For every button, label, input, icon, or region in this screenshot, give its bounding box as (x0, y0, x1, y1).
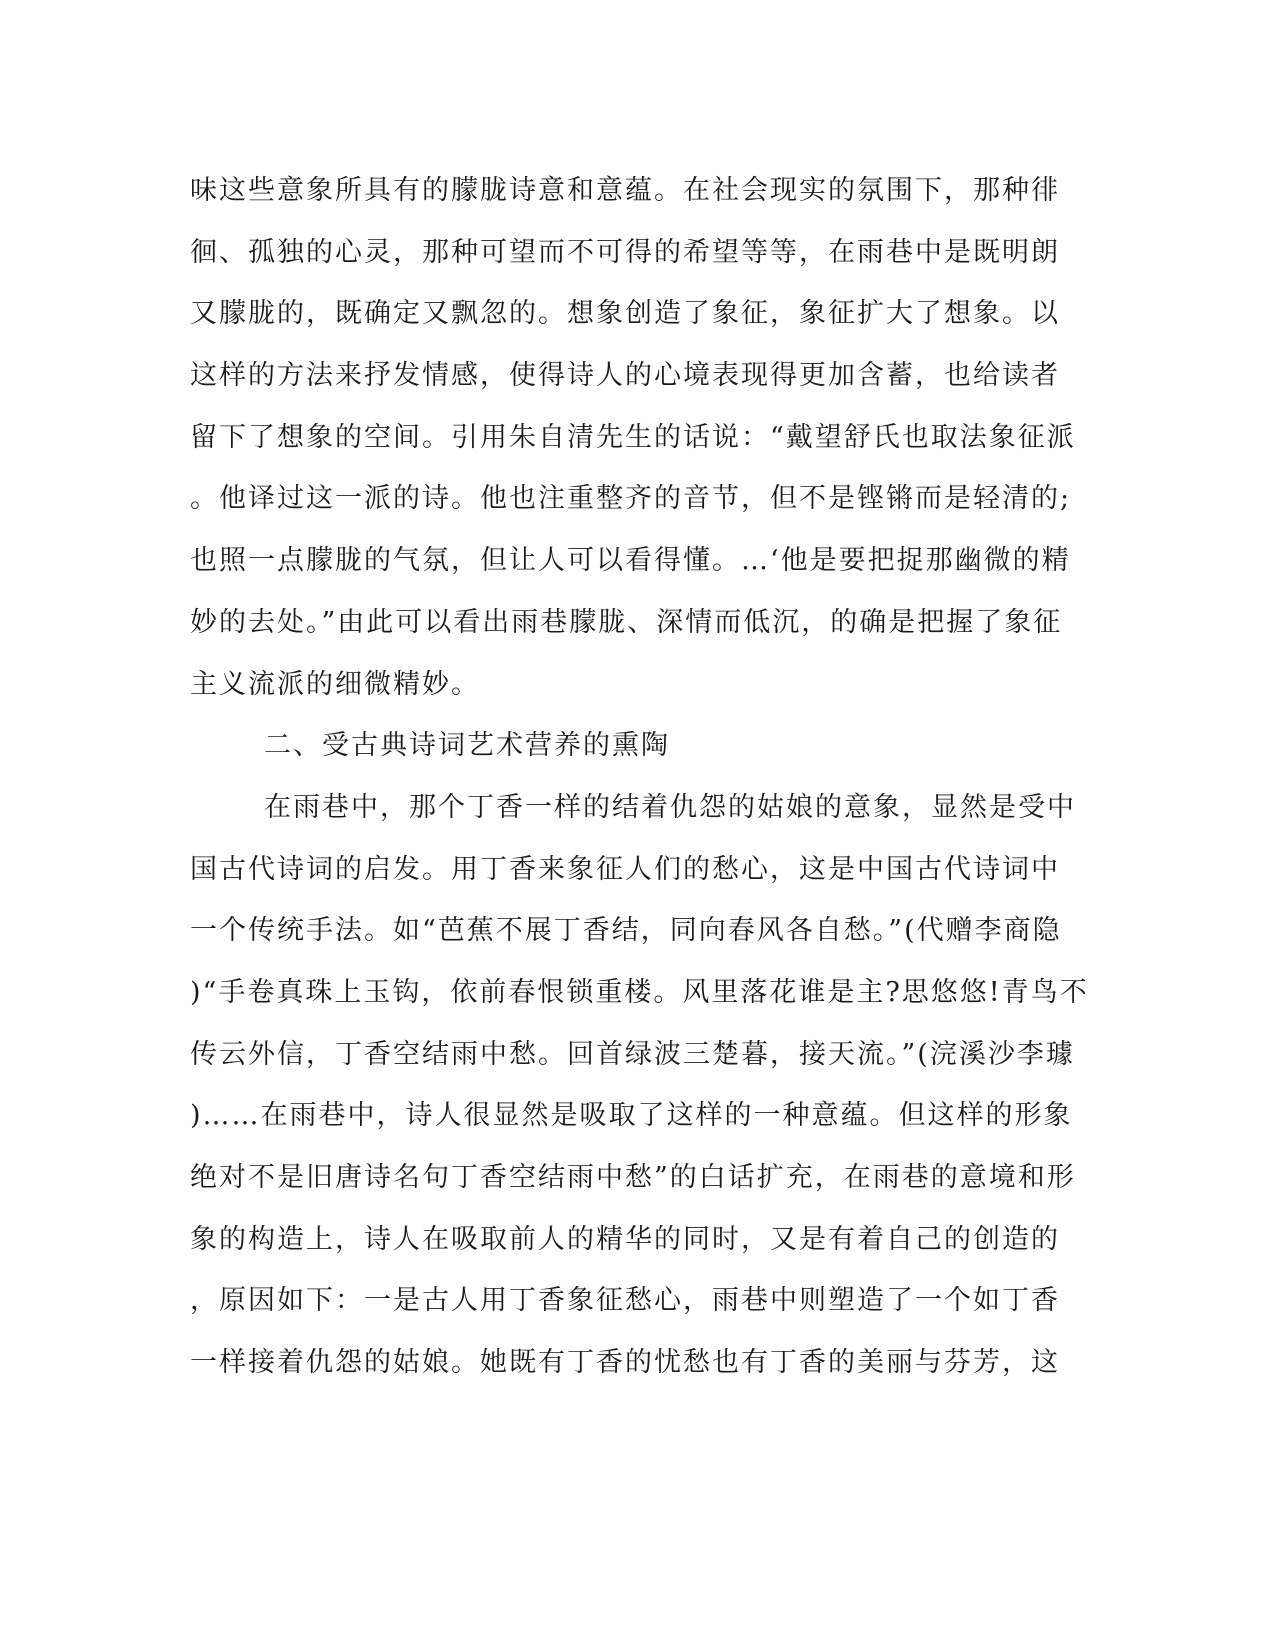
body-text (190, 160, 1090, 1394)
section-heading: 二、受古典诗词艺术营养的熏陶 (264, 730, 670, 762)
text-line: )“手卷真珠上玉钩，依前春恨锁重楼。风里落花谁是主?思悠悠!青鸟不 (190, 976, 1089, 1008)
text-line: 这样的方法来抒发情感，使得诗人的心境表现得更加含蓄，也给读者 (190, 360, 1060, 392)
paragraph-first-line: 在雨巷中，那个丁香一样的结着仇怨的姑娘的意象，显然是受中 (264, 791, 1076, 823)
text-line: 传云外信，丁香空结雨中愁。回首绿波三楚暮，接天流。”(浣溪沙李璩 (190, 1038, 1075, 1070)
text-line: 象的构造上，诗人在吸取前人的精华的同时，又是有着自己的创造的 (190, 1223, 1060, 1255)
text-line: 。他译过这一派的诗。他也注重整齐的音节，但不是铿锵而是轻清的; (190, 483, 1072, 515)
text-line: 味这些意象所具有的朦胧诗意和意蕴。在社会现实的氛围下，那种徘 (190, 175, 1060, 206)
text-line: 一个传统手法。如“芭蕉不展丁香结，同向春风各自愁。”(代赠李商隐 (190, 915, 1062, 947)
text-line: 也照一点朦胧的气氛，但让人可以看得懂。…‘他是要把捉那幽微的精 (190, 545, 1071, 577)
text-line: 留下了想象的空间。引用朱自清先生的话说：“戴望舒氏也取法象征派 (190, 421, 1076, 453)
text-line: 又朦胧的，既确定又飘忽的。想象创造了象征，象征扩大了想象。以 (190, 298, 1060, 330)
text-line: 妙的去处。”由此可以看出雨巷朦胧、深情而低沉，的确是把握了象征 (190, 606, 1063, 638)
text-line: 主义流派的细微精妙。 (190, 668, 480, 700)
text-line: 国古代诗词的启发。用丁香来象征人们的愁心，这是中国古代诗词中 (190, 853, 1060, 885)
text-line: 徊、孤独的心灵，那种可望而不可得的希望等等，在雨巷中是既明朗 (190, 236, 1060, 268)
text-line: ，原因如下：一是古人用丁香象征愁心，雨巷中则塑造了一个如丁香 (190, 1285, 1060, 1317)
text-line: )……在雨巷中，诗人很显然是吸取了这样的一种意蕴。但这样的形象 (190, 1100, 1073, 1132)
text-line: 一样接着仇怨的姑娘。她既有丁香的忧愁也有丁香的美丽与芬芳，这 (190, 1347, 1060, 1379)
text-line: 绝对不是旧唐诗名句丁香空结雨中愁”的白话扩充，在雨巷的意境和形 (190, 1162, 1076, 1193)
